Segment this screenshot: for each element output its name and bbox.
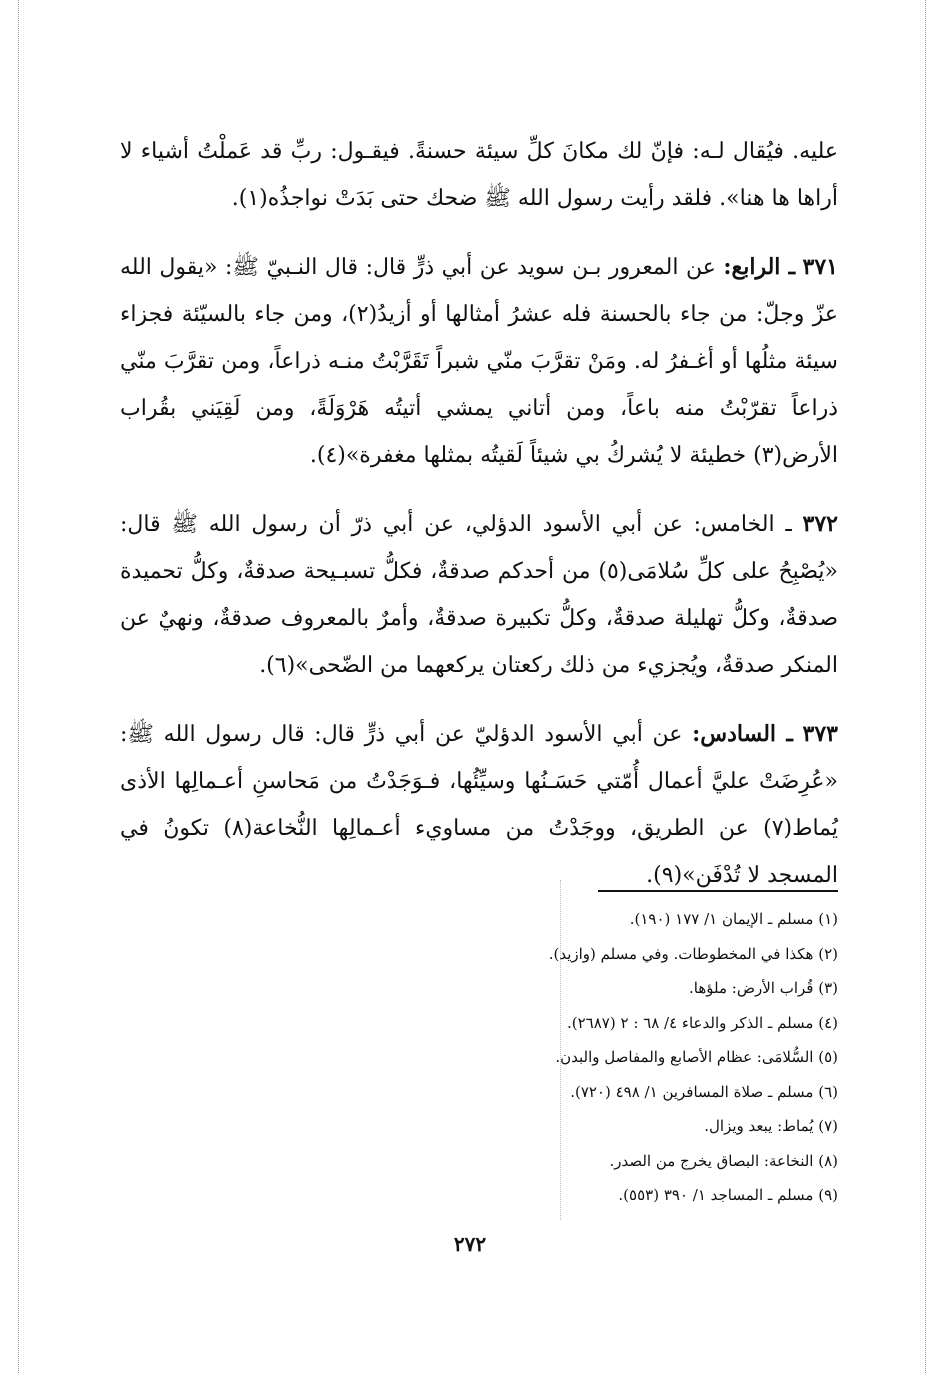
hadith-373 [120,711,838,899]
footnote-3: (٣) قُراب الأرض: ملؤها. [689,979,838,997]
footnote-9: (٩) مسلم ـ المساجد ١/ ٣٩٠ (٥٥٣). [618,1186,838,1204]
page-edge-right [925,0,926,1373]
page-edge-left [18,0,19,1373]
footnote-6: (٦) مسلم ـ صلاة المسافرين ١/ ٤٩٨ (٧٢٠). [570,1082,838,1101]
footnote-7: (٧) يُماط: يبعد ويزال. [704,1117,838,1135]
footnote-1: (١) مسلم ـ الإيمان ١/ ١٧٧ (١٩٠). [629,910,838,928]
footnote-2: (٢) هكذا في المخطوطات. وفي مسلم (وازيد). [548,944,838,963]
hadith-number: ٣٧١ [802,254,838,280]
hadith-number: ٣٧٣ [802,721,838,747]
hadith-heading: ـ السادس: [692,721,793,747]
hadith-text: عن أبي الأسود الدؤلي، عن أبي ذرّ أن رسول الله ﷺ قال: «يُصْبِحُ على كلِّ سُلامَى(٥) من أحدكم صدقةٌ، فكلُّ تسبـيحة صدقةٌ، وكلُّ تحميدة صدقةٌ، وكلُّ تهليلة صدقةٌ، وكلُّ تكبيرة صدقةٌ، وأمرٌ بالمعروف صدقةٌ، ونهيٌ عن المنكر صدقةٌ، ويُجزيء من ذلك ركعتان يركعهما من الضّحى»(٦). [120,512,838,678]
main-text [120,128,838,921]
hadith-text: عن أبي الأسود الدؤليّ عن أبي ذرٍّ قال: قال رسول الله ﷺ: «عُرِضَتْ عليَّ أعمال أُمّتي حَسَـنُها وسيِّئُها، فـوَجَدْتُ من مَحاسنِ أعـمالِها الأذى يُماط(٧) عن الطريق، ووجَدْتُ من مساويء أعـمالِها النُّخاعة(٨) تكونُ في المسجد لا تُدْفَن»(٩). [120,722,839,888]
hadith-heading: ـ الرابع: [723,254,796,280]
paragraph-continuation [120,128,838,222]
footnote-separator [598,890,838,892]
hadith-number: ٣٧٢ [802,511,838,537]
paragraph-text: عليه. فيُقال لـه: فإنّ لك مكانَ كلِّ سيئة حسنةً. فيقـول: ربِّ قد عَملْتُ أشياء لا أراها ها هنا». فلقد رأيت رسول الله ﷺ ضحك حتى بَدَتْ نواجذُه(١). [120,139,838,211]
hadith-372 [120,501,838,689]
hadith-text: عن المعرور بـن سويد عن أبي ذرٍّ قال: قال النـبيّ ﷺ: «يقول الله عزّ وجلّ: من جاء بالحسنة فله عشرُ أمثالها أو أزيدُ(٢)، ومن جاء بالسيّئة فجزاء سيئة مثلُها أو أغـفرُ له. ومَنْ تقرَّبَ منّي شبراً تَقَرَّبْتُ منـه ذراعاً، ومن تقرَّبَ منّي ذراعاً تقرّبْتُ منه باعاً، ومن أتاني يمشي أتيتُه هَرْوَلَةً، ومن لَقِيَني بقُراب الأرض(٣) خطيئة لا يُشركُ بي شيئاً لَقيتُه بمثلها مغفرة»(٤). [120,255,839,468]
hadith-371 [120,244,838,479]
footnote-4: (٤) مسلم ـ الذكر والدعاء ٤/ ٦٨ : ٢ (٢٦٨٧). [567,1013,838,1032]
footnote-8: (٨) النخاعة: البصاق يخرج من الصدر. [609,1151,838,1170]
footnote-5: (٥) السُّلامَى: عظام الأصابع والمفاصل والبدن. [555,1048,838,1066]
hadith-heading: ـ الخامس: [693,512,792,537]
footnotes-list [380,902,838,1213]
page-number: ٢٧٢ [453,1232,487,1256]
